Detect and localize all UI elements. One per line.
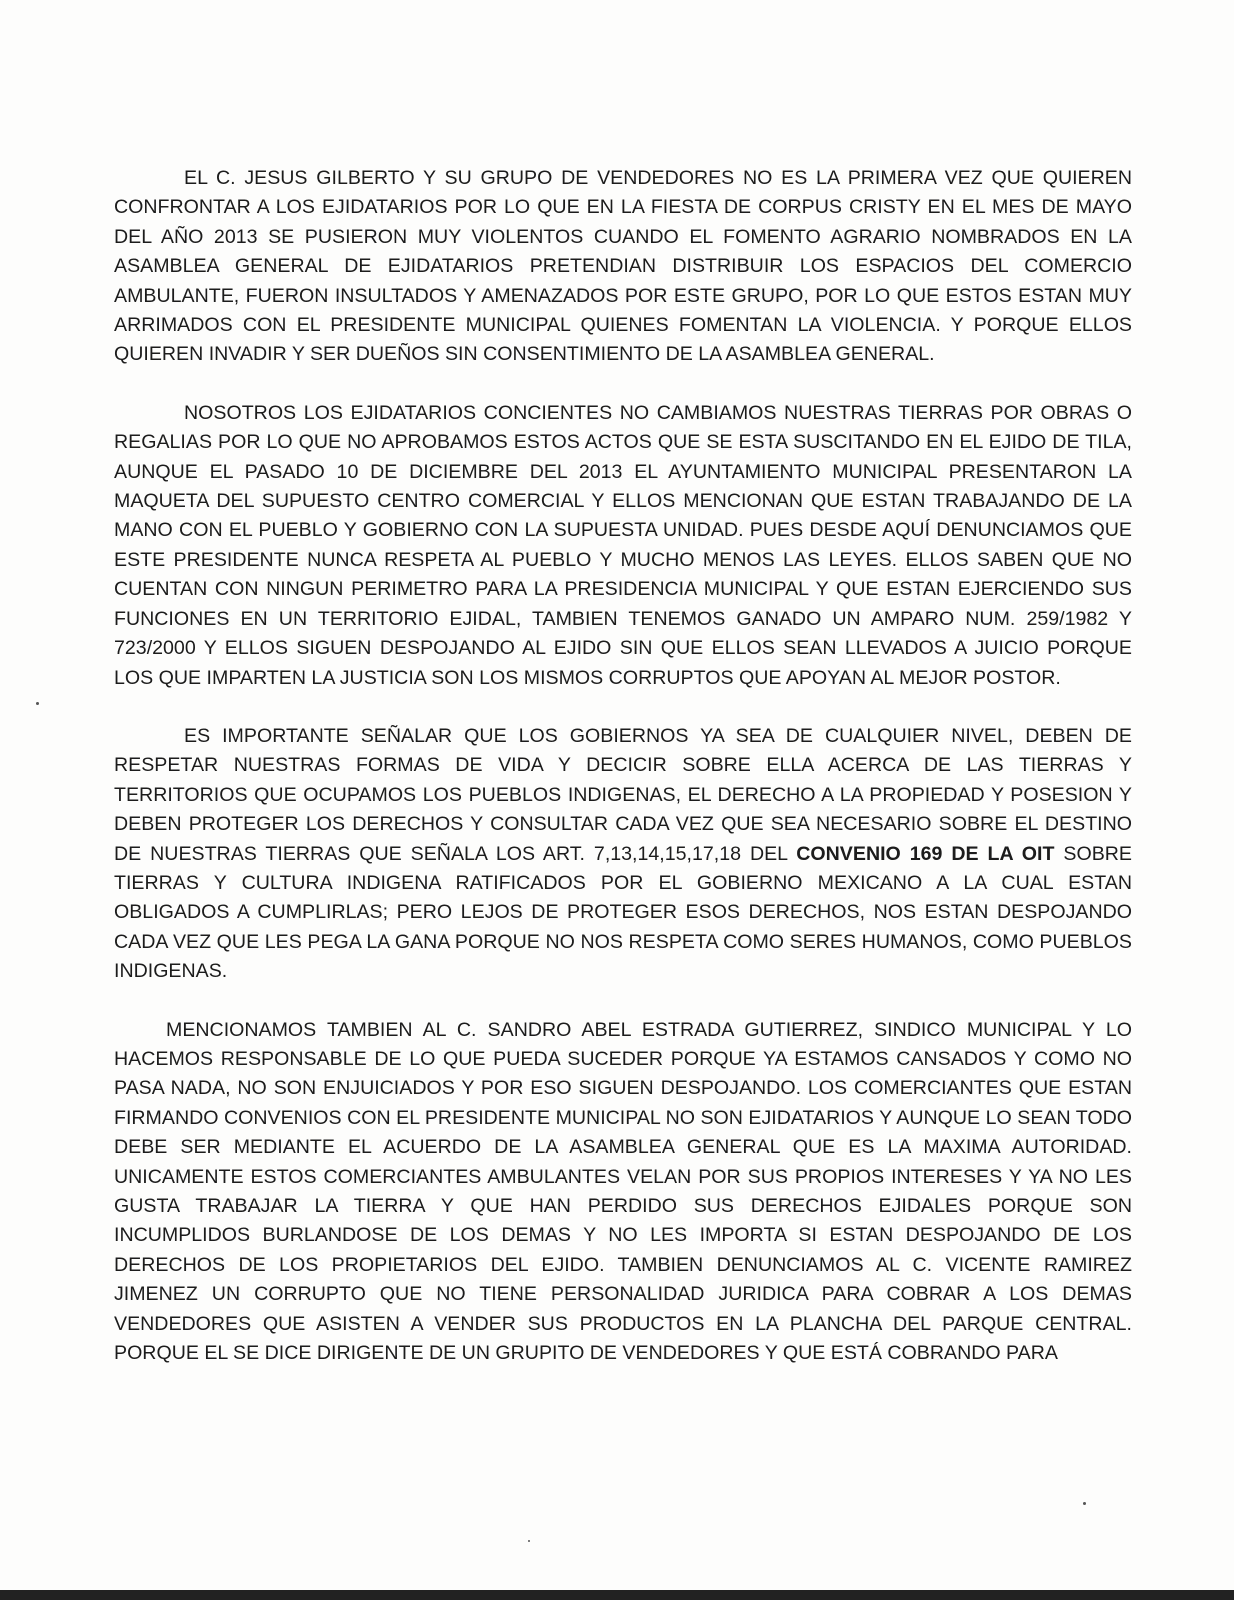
paragraph-3-text-start: ES IMPORTANTE SEÑALAR QUE LOS GOBIERNOS YA SEA DE CUALQUIER NIVEL, DEBEN DE RESPETAR NUESTRAS FORMAS DE VIDA Y DECICIR SOBRE ELLA ACERCA DE LAS TIERRAS Y TERRITORIOS QUE OCUPAMOS LOS PUEBLOS INDIGENAS, EL DERECHO A LA PROPIEDAD Y POSESION Y DEBEN PROTEGER LOS DERECHOS Y CONSULTAR CADA VEZ QUE SEA NECESARIO SOBRE EL DESTINO DE NUESTRAS TIERRAS QUE SEÑALA LOS ART. 7,13,14,15,17,18 DEL bbox=[114, 724, 1132, 865]
paragraph-1: EL C. JESUS GILBERTO Y SU GRUPO DE VENDEDORES NO ES LA PRIMERA VEZ QUE QUIEREN CONFRONTAR A LOS EJIDATARIOS POR LO QUE EN LA FIESTA DE CORPUS CRISTY EN EL MES DE MAYO DEL AÑO 2013 SE PUSIERON MUY VIOLENTOS CUANDO EL FOMENTO AGRARIO NOMBRADOS EN LA ASAMBLEA GENERAL DE EJIDATARIOS PRETENDIAN DISTRIBUIR LOS ESPACIOS DEL COMERCIO AMBULANTE, FUERON INSULTADOS Y AMENAZADOS POR ESTE GRUPO, POR LO QUE ESTOS ESTAN MUY ARRIMADOS CON EL PRESIDENTE MUNICIPAL QUIENES FOMENTAN LA VIOLENCIA. Y PORQUE ELLOS QUIEREN INVADIR Y SER DUEÑOS SIN CONSENTIMIENTO DE LA ASAMBLEA GENERAL. bbox=[114, 167, 1132, 366]
paragraph-3 bbox=[114, 722, 1132, 987]
paragraph-3-text-end: SOBRE TIERRAS Y CULTURA INDIGENA RATIFICADOS POR EL GOBIERNO MEXICANO A LA CUAL ESTAN OBLIGADOS A CUMPLIRLAS; PERO LEJOS DE PROTEGER ESOS DERECHOS, NOS ESTAN DESPOJANDO CADA VEZ QUE LES PEGA LA GANA PORQUE NO NOS RESPETA COMO SERES HUMANOS, COMO PUEBLOS INDIGENAS. bbox=[114, 842, 1132, 983]
document-body bbox=[114, 164, 1132, 1368]
scan-speck bbox=[1083, 1502, 1086, 1505]
paragraph-4: MENCIONAMOS TAMBIEN AL C. SANDRO ABEL ESTRADA GUTIERREZ, SINDICO MUNICIPAL Y LO HACEMOS RESPONSABLE DE LO QUE PUEDA SUCEDER PORQUE YA ESTAMOS CANSADOS Y COMO NO PASA NADA, NO SON ENJUICIADOS Y POR ESO SIGUEN DESPOJANDO. LOS COMERCIANTES QUE ESTAN FIRMANDO CONVENIOS CON EL PRESIDENTE MUNICIPAL NO SON EJIDATARIOS Y AUNQUE LO SEAN TODO DEBE SER MEDIANTE EL ACUERDO DE LA ASAMBLEA GENERAL QUE ES LA MAXIMA AUTORIDAD. UNICAMENTE ESTOS COMERCIANTES AMBULANTES VELAN POR SUS PROPIOS INTERESES Y YA NO LES GUSTA TRABAJAR LA TIERRA Y QUE HAN PERDIDO SUS DERECHOS EJIDALES PORQUE SON INCUMPLIDOS BURLANDOSE DE LOS DEMAS Y NO LES IMPORTA SI ESTAN DESPOJANDO DE LOS DERECHOS DE LOS PROPIETARIOS DEL EJIDO. TAMBIEN DENUNCIAMOS AL C. VICENTE RAMIREZ JIMENEZ UN CORRUPTO QUE NO TIENE PERSONALIDAD JURIDICA PARA COBRAR A LOS DEMAS VENDEDORES QUE ASISTEN A VENDER SUS PRODUCTOS EN LA PLANCHA DEL PARQUE CENTRAL. PORQUE EL SE DICE DIRIGENTE DE UN GRUPITO DE VENDEDORES Y QUE ESTÁ COBRANDO PARA bbox=[114, 1018, 1132, 1365]
scan-bottom-edge bbox=[0, 1590, 1234, 1600]
scan-speck bbox=[528, 1540, 530, 1542]
scan-speck bbox=[36, 702, 39, 705]
convenio-169-reference: CONVENIO 169 DE LA OIT bbox=[796, 842, 1055, 865]
paragraph-2: NOSOTROS LOS EJIDATARIOS CONCIENTES NO CAMBIAMOS NUESTRAS TIERRAS POR OBRAS O REGALIAS POR LO QUE NO APROBAMOS ESTOS ACTOS QUE SE ESTA SUSCITANDO EN EL EJIDO DE TILA, AUNQUE EL PASADO 10 DE DICIEMBRE DEL 2013 EL AYUNTAMIENTO MUNICIPAL PRESENTARON LA MAQUETA DEL SUPUESTO CENTRO COMERCIAL Y ELLOS MENCIONAN QUE ESTAN TRABAJANDO DE LA MANO CON EL PUEBLO Y GOBIERNO CON LA SUPUESTA UNIDAD. PUES DESDE AQUÍ DENUNCIAMOS QUE ESTE PRESIDENTE NUNCA RESPETA AL PUEBLO Y MUCHO MENOS LAS LEYES. ELLOS SABEN QUE NO CUENTAN CON NINGUN PERIMETRO PARA LA PRESIDENCIA MUNICIPAL Y QUE ESTAN EJERCIENDO SUS FUNCIONES EN UN TERRITORIO EJIDAL, TAMBIEN TENEMOS GANADO UN AMPARO NUM. 259/1982 Y 723/2000 Y ELLOS SIGUEN DESPOJANDO AL EJIDO SIN QUE ELLOS SEAN LLEVADOS A JUICIO PORQUE LOS QUE IMPARTEN LA JUSTICIA SON LOS MISMOS CORRUPTOS QUE APOYAN AL MEJOR POSTOR. bbox=[114, 401, 1132, 689]
